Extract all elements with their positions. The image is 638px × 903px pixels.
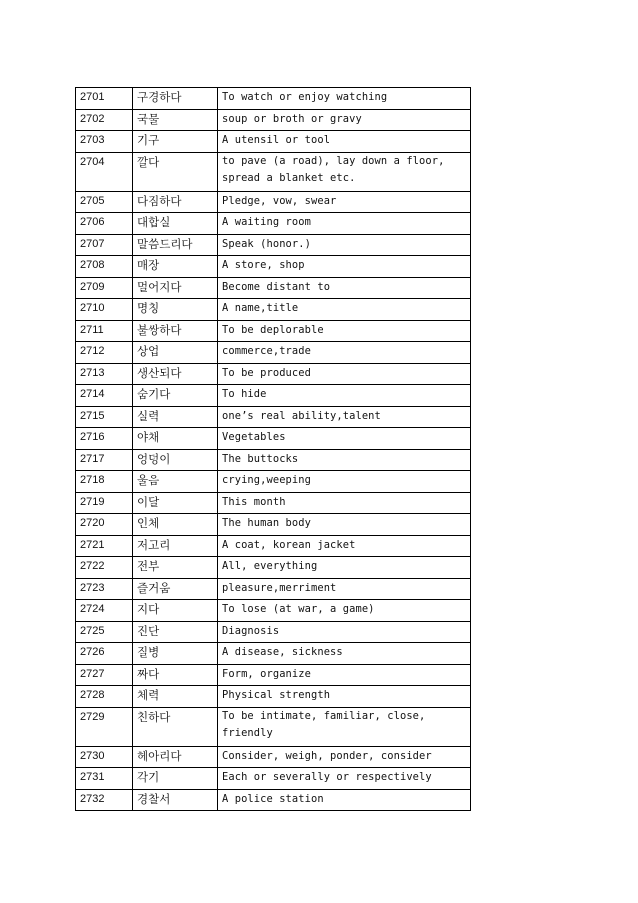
row-number-cell: 2712 [76, 342, 133, 364]
row-number-cell: 2714 [76, 385, 133, 407]
korean-word-cell: 실력 [133, 406, 218, 428]
table-row [76, 746, 471, 768]
row-number-cell: 2702 [76, 109, 133, 131]
row-number-cell: 2732 [76, 789, 133, 811]
table-row [76, 191, 471, 213]
korean-word-cell: 질병 [133, 643, 218, 665]
row-number-cell: 2725 [76, 621, 133, 643]
row-number-cell: 2705 [76, 191, 133, 213]
row-number-cell: 2707 [76, 234, 133, 256]
korean-word-cell: 숨기다 [133, 385, 218, 407]
korean-word-cell: 진단 [133, 621, 218, 643]
table-row [76, 277, 471, 299]
english-meaning-cell: crying,weeping [218, 471, 471, 493]
english-meaning-cell: one’s real ability,talent [218, 406, 471, 428]
korean-word-cell: 헤아리다 [133, 746, 218, 768]
korean-word-cell: 기구 [133, 131, 218, 153]
row-number-cell: 2716 [76, 428, 133, 450]
table-row [76, 686, 471, 708]
korean-word-cell: 멀어지다 [133, 277, 218, 299]
english-meaning-cell: To be deplorable [218, 320, 471, 342]
korean-word-cell: 친하다 [133, 707, 218, 746]
table-row [76, 256, 471, 278]
table-row [76, 492, 471, 514]
korean-word-cell: 즐거움 [133, 578, 218, 600]
korean-word-cell: 야채 [133, 428, 218, 450]
table-row [76, 621, 471, 643]
row-number-cell: 2708 [76, 256, 133, 278]
english-meaning-cell: A name,title [218, 299, 471, 321]
row-number-cell: 2713 [76, 363, 133, 385]
english-meaning-cell: A waiting room [218, 213, 471, 235]
table-row [76, 600, 471, 622]
table-row [76, 385, 471, 407]
row-number-cell: 2727 [76, 664, 133, 686]
table-row [76, 363, 471, 385]
english-meaning-cell: A police station [218, 789, 471, 811]
row-number-cell: 2726 [76, 643, 133, 665]
english-meaning-cell: The human body [218, 514, 471, 536]
table-row [76, 131, 471, 153]
korean-word-cell: 엉덩이 [133, 449, 218, 471]
row-number-cell: 2719 [76, 492, 133, 514]
table-row [76, 406, 471, 428]
english-meaning-cell: The buttocks [218, 449, 471, 471]
table-row [76, 789, 471, 811]
table-row [76, 664, 471, 686]
korean-word-cell: 말씀드리다 [133, 234, 218, 256]
table-row [76, 643, 471, 665]
table-row [76, 707, 471, 746]
row-number-cell: 2729 [76, 707, 133, 746]
row-number-cell: 2720 [76, 514, 133, 536]
english-meaning-cell: To be produced [218, 363, 471, 385]
korean-word-cell: 각기 [133, 768, 218, 790]
english-meaning-cell: to pave (a road), lay down a floor, spread a blanket etc. [218, 152, 471, 191]
row-number-cell: 2718 [76, 471, 133, 493]
table-row [76, 428, 471, 450]
row-number-cell: 2709 [76, 277, 133, 299]
row-number-cell: 2724 [76, 600, 133, 622]
english-meaning-cell: Consider, weigh, ponder, consider [218, 746, 471, 768]
table-row [76, 88, 471, 110]
english-meaning-cell: Each or severally or respectively [218, 768, 471, 790]
korean-word-cell: 체력 [133, 686, 218, 708]
row-number-cell: 2731 [76, 768, 133, 790]
table-row [76, 535, 471, 557]
korean-word-cell: 전부 [133, 557, 218, 579]
table-row [76, 342, 471, 364]
english-meaning-cell: To watch or enjoy watching [218, 88, 471, 110]
korean-word-cell: 저고리 [133, 535, 218, 557]
row-number-cell: 2723 [76, 578, 133, 600]
english-meaning-cell: This month [218, 492, 471, 514]
row-number-cell: 2721 [76, 535, 133, 557]
row-number-cell: 2730 [76, 746, 133, 768]
english-meaning-cell: A utensil or tool [218, 131, 471, 153]
korean-word-cell: 지다 [133, 600, 218, 622]
korean-word-cell: 이달 [133, 492, 218, 514]
table-row [76, 320, 471, 342]
row-number-cell: 2717 [76, 449, 133, 471]
korean-word-cell: 울음 [133, 471, 218, 493]
table-row [76, 514, 471, 536]
korean-word-cell: 인체 [133, 514, 218, 536]
table-row [76, 152, 471, 191]
english-meaning-cell: All, everything [218, 557, 471, 579]
table-row [76, 234, 471, 256]
table-row [76, 768, 471, 790]
row-number-cell: 2715 [76, 406, 133, 428]
english-meaning-cell: Physical strength [218, 686, 471, 708]
korean-word-cell: 짜다 [133, 664, 218, 686]
korean-word-cell: 국물 [133, 109, 218, 131]
row-number-cell: 2711 [76, 320, 133, 342]
row-number-cell: 2701 [76, 88, 133, 110]
english-meaning-cell: A disease, sickness [218, 643, 471, 665]
row-number-cell: 2704 [76, 152, 133, 191]
english-meaning-cell: Speak (honor.) [218, 234, 471, 256]
english-meaning-cell: To be intimate, familiar, close, friendly [218, 707, 471, 746]
korean-word-cell: 명칭 [133, 299, 218, 321]
table-row [76, 299, 471, 321]
korean-word-cell: 깔다 [133, 152, 218, 191]
english-meaning-cell: Vegetables [218, 428, 471, 450]
table-row [76, 213, 471, 235]
english-meaning-cell: Become distant to [218, 277, 471, 299]
english-meaning-cell: Diagnosis [218, 621, 471, 643]
row-number-cell: 2722 [76, 557, 133, 579]
table-row [76, 471, 471, 493]
korean-word-cell: 상업 [133, 342, 218, 364]
english-meaning-cell: Pledge, vow, swear [218, 191, 471, 213]
english-meaning-cell: A coat, korean jacket [218, 535, 471, 557]
korean-word-cell: 대합실 [133, 213, 218, 235]
korean-word-cell: 생산되다 [133, 363, 218, 385]
english-meaning-cell: soup or broth or gravy [218, 109, 471, 131]
english-meaning-cell: To hide [218, 385, 471, 407]
table-row [76, 557, 471, 579]
english-meaning-cell: commerce,trade [218, 342, 471, 364]
vocabulary-table [75, 87, 471, 811]
english-meaning-cell: To lose (at war, a game) [218, 600, 471, 622]
korean-word-cell: 경찰서 [133, 789, 218, 811]
korean-word-cell: 불쌍하다 [133, 320, 218, 342]
row-number-cell: 2706 [76, 213, 133, 235]
korean-word-cell: 구경하다 [133, 88, 218, 110]
english-meaning-cell: pleasure,merriment [218, 578, 471, 600]
english-meaning-cell: A store, shop [218, 256, 471, 278]
row-number-cell: 2710 [76, 299, 133, 321]
row-number-cell: 2728 [76, 686, 133, 708]
korean-word-cell: 다짐하다 [133, 191, 218, 213]
table-row [76, 449, 471, 471]
table-row [76, 578, 471, 600]
korean-word-cell: 매장 [133, 256, 218, 278]
vocabulary-table-body [76, 88, 471, 811]
row-number-cell: 2703 [76, 131, 133, 153]
english-meaning-cell: Form, organize [218, 664, 471, 686]
table-row [76, 109, 471, 131]
